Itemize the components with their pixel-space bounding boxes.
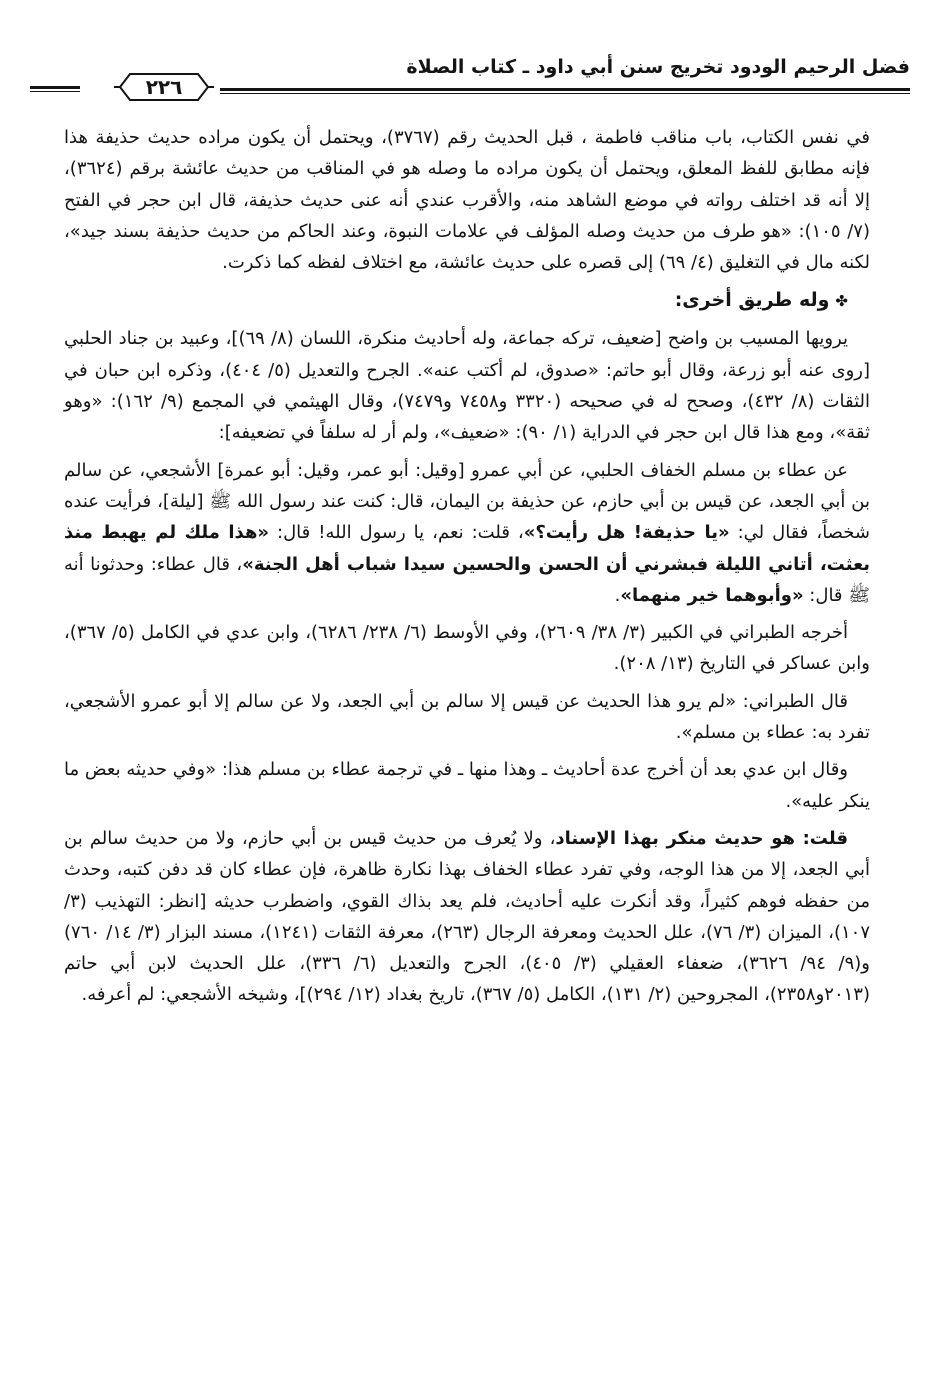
flower-bullet-icon: ✤ bbox=[835, 292, 848, 311]
page-number-frame bbox=[114, 70, 214, 104]
paragraph-p7 bbox=[64, 823, 870, 1011]
emphasis-text: قلت: هو حديث منكر بهذا الإسناد bbox=[555, 827, 848, 849]
emphasis-text: «يا حذيفة! هل رأيت؟» bbox=[523, 522, 730, 544]
emphasis-text: وله طريق أخرى: bbox=[674, 289, 830, 312]
text-run: ، ولا يُعرف من حديث قيس بن أبي حازم، ولا من حديث سالم بن أبي الجعد، إلا من هذا الوجه، وفي تفرد عطاء الخفاف بهذا نكارة ظاهرة، فإن عطاء كان قد دفن كتبه، وحدث من حفظه فوهم كثيراً، وقد أنكرت عليه أحاديث، فلم يعد بذاك القوي، واضطرب حديثه [انظر: التهذيب (٣/ ١٠٧)، الميزان (٣/ ٧٦)، علل الحديث ومعرفة الرجال (٢٦٣)، معرفة الثقات (١٢٤١)، مسند البزار (٣/ ١٤/ ٧٦٠) و(٩/ ٩٤/ ٣٦٢٦)، ضعفاء العقيلي (٣/ ٤٠٥)، الجرح والتعديل (٦/ ٣٣٦)، علل الحديث لابن أبي حاتم (٢٠١٣و٢٣٥٨)، المجروحين (٢/ ١٣١)، الكامل (٥/ ٣٦٧)، تاريخ بغداد (١٢/ ٢٩٤)]، وشيخه الأشجعي: لم أعرفه. bbox=[64, 827, 870, 1006]
text-run: قال الطبراني: «لم يرو هذا الحديث عن قيس إلا سالم بن أبي الجعد، ولا عن سالم إلا أبو عمرو الأشجعي، تفرد به: عطاء بن مسلم». bbox=[64, 690, 870, 744]
header-rule-left bbox=[30, 86, 80, 92]
page-header bbox=[30, 52, 910, 102]
header-rule bbox=[220, 88, 910, 94]
emphasis-text: «هذا ملك لم يهبط منذ بعثت، أتاني الليلة فبشرني أن الحسن والحسين سيدا شباب أهل الجنة» bbox=[64, 522, 870, 575]
paragraph-p2 bbox=[64, 323, 870, 448]
text-run: ، قال عطاء: وحدثونا أنه ﷺ قال: bbox=[64, 553, 870, 606]
emphasis-text: «وأبوهما خير منهما» bbox=[620, 584, 804, 606]
text-run: . bbox=[614, 584, 621, 606]
paragraph-p3 bbox=[64, 455, 870, 611]
page-number: ٢٢٦ bbox=[145, 75, 183, 99]
text-run: في نفس الكتاب، باب مناقب فاطمة ، قبل الحديث رقم (٣٧٦٧)، ويحتمل أن يكون مراده حديث حذيفة هذا فإنه مطابق للفظ المعلق، ويحتمل أن يكون مراده ما وصله هو في المناقب من حديث عائشة برقم (٣٦٢٤)، إلا أنه قد اختلف رواته في موضع الشاهد منه، والأقرب عندي أنه عنى حديث حذيفة، قال ابن حجر في الفتح (٧/ ١٠٥): «هو طرف من حديث وصله المؤلف في علامات النبوة، وعند الحاكم من حديث حذيفة بسند جيد»، لكنه مال في التغليق (٤/ ٦٩) إلى قصره على حديث عائشة، مع اختلاف لفظه كما ذكرت. bbox=[64, 127, 870, 274]
paragraph-p4 bbox=[64, 617, 870, 680]
body-text bbox=[64, 122, 870, 1017]
running-title: فضل الرحيم الودود تخريج سنن أبي داود ـ كتاب الصلاة bbox=[406, 56, 910, 78]
paragraph-p6 bbox=[64, 754, 870, 817]
text-run: عن عطاء بن مسلم الخفاف الحلبي، عن أبي عمرو [وقيل: أبو عمر، وقيل: أبو عمرة] الأشجعي، عن سالم بن أبي الجعد، عن قيس بن أبي حازم، عن حذيفة بن اليمان، قال: كنت عند رسول الله ﷺ [ليلة]، فرأيت عنده شخصاً، فقال لي: bbox=[64, 459, 870, 544]
paragraph-p5 bbox=[64, 686, 870, 749]
text-run: يرويها المسيب بن واضح [ضعيف، تركه جماعة، وله أحاديث منكرة، اللسان (٨/ ٦٩)]، وعبيد بن جناد الحلبي [روى عنه أبو زرعة، وقال أبو حاتم: «صدوق، لم أكتب عنه». الجرح والتعديل (٥/ ٤٠٤)، وذكره ابن حبان في الثقات (٨/ ٤٣٢)، وصحح له في صحيحه (٣٣٢٠ و٧٤٥٨ و٧٤٧٩)، وقال الهيثمي في المجمع (٩/ ١٦٢): «وهو ثقة»، ومع هذا قال ابن حجر في الدراية (١/ ٩٠): «ضعيف»، ولم أر له سلفاً في تضعيفه]: bbox=[64, 328, 871, 444]
text-run: أخرجه الطبراني في الكبير (٣/ ٣٨/ ٢٦٠٩)، وفي الأوسط (٦/ ٢٣٨/ ٦٢٨٦)، وابن عدي في الكامل (٥/ ٣٦٧)، وابن عساكر في التاريخ (١٣/ ٢٠٨). bbox=[64, 622, 870, 675]
text-run: وقال ابن عدي بعد أن أخرج عدة أحاديث ـ وهذا منها ـ في ترجمة عطاء بن مسلم هذا: «وفي حديثه بعض ما ينكر عليه». bbox=[64, 759, 870, 812]
section-heading bbox=[64, 284, 870, 317]
text-run: ، قلت: نعم، يا رسول الله! قال: bbox=[269, 522, 524, 544]
paragraph-p1 bbox=[64, 122, 870, 278]
